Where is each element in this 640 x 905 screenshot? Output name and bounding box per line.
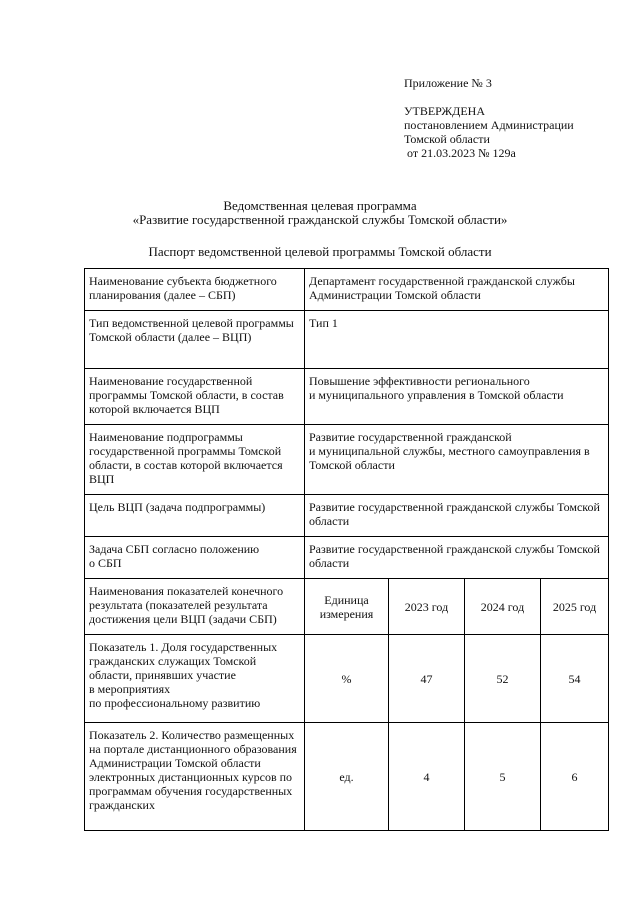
year-2025-header: 2025 год [541,579,609,635]
passport-table [84,268,609,831]
indicator-value-2024: 52 [465,635,541,723]
table-row [85,425,609,495]
indicators-header-label: Наименования показателей конечного результата (показателей результата достижения цели ВЦП (задачи СБП) [85,579,305,635]
table-row [85,311,609,369]
indicators-header-row [85,579,609,635]
indicator-row [85,723,609,831]
indicator-value-2025: 6 [541,723,609,831]
row-label: Цель ВЦП (задача подпрограммы) [85,495,305,537]
year-2024-header: 2024 год [465,579,541,635]
indicator-value-2024: 5 [465,723,541,831]
year-2023-header: 2023 год [389,579,465,635]
approved-label: УТВЕРЖДЕНА [404,104,486,118]
decree-line-2: Томской области [404,132,490,146]
indicator-value-2025: 54 [541,635,609,723]
appendix-label: Приложение № 3 [404,76,492,90]
row-value: Департамент государственной гражданской службы Администрации Томской области [305,269,609,311]
row-value: Развитие государственной гражданской службы Томской области [305,537,609,579]
indicator-value-2023: 4 [389,723,465,831]
row-label: Наименование субъекта бюджетного планирования (далее – СБП) [85,269,305,311]
decree-date-number: от 21.03.2023 № 129а [404,146,516,160]
row-label: Наименование подпрограммы государственной программы Томской области, в состав которой включается ВЦП [85,425,305,495]
approval-block [404,76,634,160]
indicator-unit: % [305,635,389,723]
indicator-row [85,635,609,723]
indicator-name: Показатель 2. Количество размещенных на портале дистанционного образования Администрации Томской области электронных дистанционных курсов по программам обучения государственных гражданских [85,723,305,831]
table-row [85,369,609,425]
table-row [85,269,609,311]
row-value: Развитие государственной гражданской службы Томской области [305,495,609,537]
row-value: Развитие государственной гражданской и муниципальной службы, местного самоуправления в Томской области [305,425,609,495]
indicator-value-2023: 47 [389,635,465,723]
unit-header: Единица измерения [305,579,389,635]
table-row [85,537,609,579]
program-type-heading: Ведомственная целевая программа [223,198,417,213]
passport-title: Паспорт ведомственной целевой программы Томской области [148,244,492,259]
program-name-heading: «Развитие государственной гражданской службы Томской области» [132,212,508,227]
row-label: Тип ведомственной целевой программы Томской области (далее – ВЦП) [85,311,305,369]
row-value: Тип 1 [305,311,609,369]
table-row [85,495,609,537]
row-label: Задача СБП согласно положению о СБП [85,537,305,579]
indicator-unit: ед. [305,723,389,831]
decree-line-1: постановлением Администрации [404,118,574,132]
indicator-name: Показатель 1. Доля государственных гражданских служащих Томской области, принявших участие в мероприятиях по профессиональному развитию [85,635,305,723]
row-label: Наименование государственной программы Томской области, в состав которой включается ВЦП [85,369,305,425]
row-value: Повышение эффективности регионального и муниципального управления в Томской области [305,369,609,425]
